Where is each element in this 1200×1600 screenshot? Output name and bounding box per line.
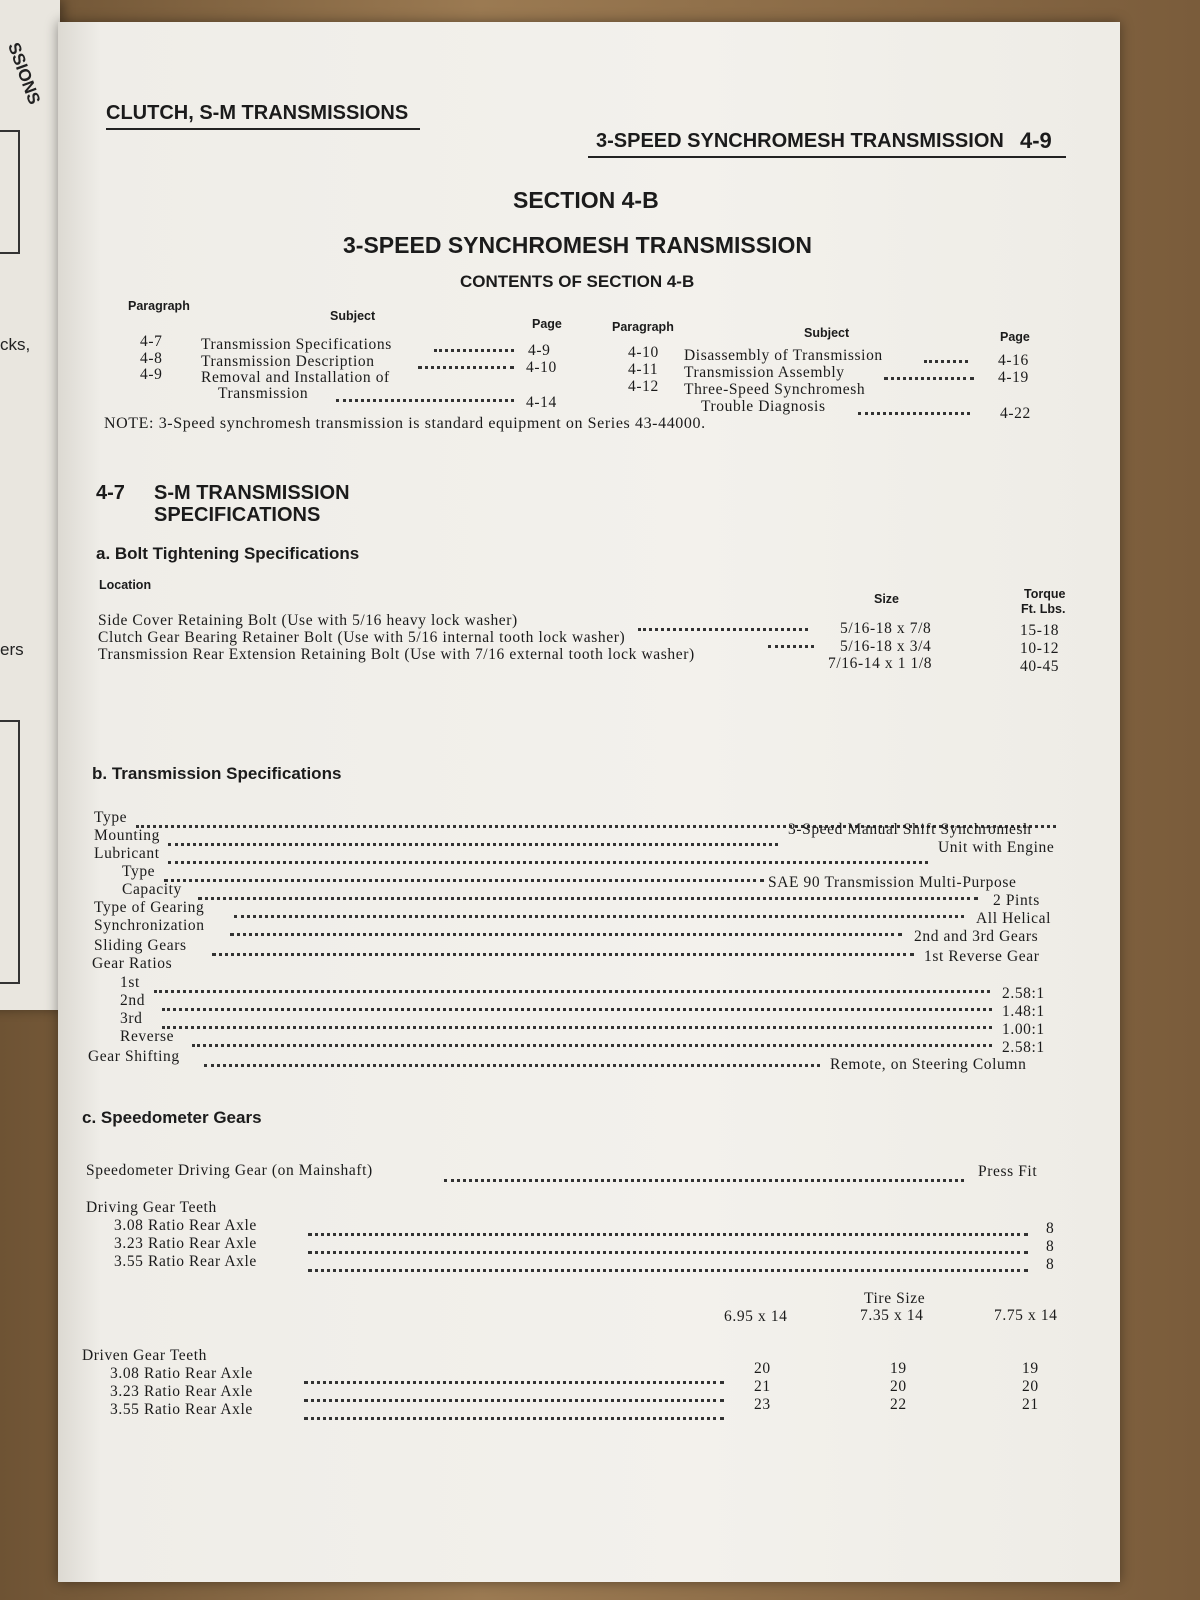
- driven-row-value: 19: [890, 1360, 907, 1377]
- contents-header-subject: Subject: [330, 309, 376, 323]
- trans-value: Unit with Engine: [938, 839, 1055, 856]
- bolt-row-size: 7/16-14 x 1 1/8: [828, 655, 933, 672]
- leader-dots: [304, 1381, 724, 1384]
- tire-size: 6.95 x 14: [724, 1308, 788, 1325]
- contents-para: 4-7: [140, 333, 163, 350]
- contents-para: 4-10: [628, 344, 659, 361]
- leader-dots: [192, 1044, 992, 1047]
- trans-label: Sliding Gears: [94, 937, 187, 954]
- contents-subject: Disassembly of Transmission: [684, 347, 883, 364]
- leader-dots: [444, 1179, 964, 1182]
- driving-row-label: 3.08 Ratio Rear Axle: [114, 1217, 257, 1234]
- specs-heading-number: 4-7: [96, 482, 125, 504]
- bolt-row-location: Transmission Rear Extension Retaining Bolt (Use with 7/16 external tooth lock washer): [98, 646, 695, 663]
- driven-row-label: 3.08 Ratio Rear Axle: [110, 1365, 253, 1382]
- contents-subject: Three-Speed Synchromesh: [684, 381, 866, 398]
- contents-title: CONTENTS OF SECTION 4-B: [460, 272, 695, 291]
- header-rule: [588, 156, 1066, 158]
- speedo-driving-gear-label: Speedometer Driving Gear (on Mainshaft): [86, 1162, 373, 1179]
- trans-label: Type: [122, 863, 156, 880]
- contents-subject: Transmission Specifications: [201, 336, 392, 353]
- bolt-row-location: Side Cover Retaining Bolt (Use with 5/16 heavy lock washer): [98, 612, 518, 629]
- left-page-box: [0, 130, 20, 254]
- contents-page: 4-22: [1000, 405, 1031, 422]
- driven-row-value: 20: [890, 1378, 907, 1395]
- trans-label: Reverse: [120, 1028, 175, 1045]
- leader-dots: [638, 628, 808, 631]
- driving-row-label: 3.23 Ratio Rear Axle: [114, 1235, 257, 1252]
- driving-row-value: 8: [1046, 1256, 1055, 1273]
- contents-page: 4-9: [528, 342, 551, 359]
- header-rule: [106, 128, 420, 130]
- leader-dots: [212, 953, 914, 956]
- contents-subject: Transmission Assembly: [684, 364, 845, 381]
- left-page-fragment: ers: [0, 640, 24, 659]
- left-page-fragment: SSIONS: [4, 40, 44, 107]
- driven-row-value: 20: [754, 1360, 771, 1377]
- left-page-fragment: cks,: [0, 335, 31, 354]
- leader-dots: [304, 1417, 724, 1420]
- leader-dots: [168, 861, 928, 864]
- bolt-col-torque-units: Ft. Lbs.: [1021, 602, 1066, 616]
- contents-para: 4-12: [628, 378, 659, 395]
- manual-page: [58, 22, 1120, 1582]
- contents-para: 4-11: [628, 361, 659, 378]
- leader-dots: [168, 843, 778, 846]
- driven-row-label: 3.55 Ratio Rear Axle: [110, 1401, 253, 1418]
- leader-dots: [162, 1008, 992, 1011]
- trans-value: 2.58:1: [1002, 985, 1045, 1002]
- driven-teeth-label: Driven Gear Teeth: [82, 1347, 208, 1364]
- trans-label: Mounting: [94, 827, 160, 844]
- section-label: SECTION 4-B: [513, 187, 659, 213]
- leader-dots: [308, 1233, 1028, 1236]
- trans-value: 3-Speed Manual Shift Synchromesh: [788, 821, 1032, 838]
- contents-header-paragraph: Paragraph: [128, 299, 190, 313]
- leader-dots: [308, 1251, 1028, 1254]
- bolt-col-torque: Torque: [1024, 587, 1066, 601]
- trans-value: Remote, on Steering Column: [830, 1056, 1027, 1073]
- trans-label: Lubricant: [94, 845, 160, 862]
- tire-size: 7.75 x 14: [994, 1307, 1058, 1324]
- contents-header-page: Page: [1000, 330, 1030, 344]
- trans-value: 2.58:1: [1002, 1039, 1045, 1056]
- bolt-row-torque: 15-18: [1020, 622, 1060, 639]
- driving-row-value: 8: [1046, 1220, 1055, 1237]
- left-page-edge: [0, 0, 60, 1010]
- leader-dots: [234, 915, 964, 918]
- trans-label: Capacity: [122, 881, 182, 898]
- driven-row-value: 23: [754, 1396, 771, 1413]
- driven-row-value: 22: [890, 1396, 907, 1413]
- specs-heading-line1: S-M TRANSMISSION: [154, 482, 350, 504]
- trans-label: 2nd: [120, 992, 146, 1009]
- contents-page: 4-14: [526, 394, 557, 411]
- trans-label: 3rd: [120, 1010, 143, 1027]
- page-number: 4-9: [1020, 128, 1052, 153]
- section-title: 3-SPEED SYNCHROMESH TRANSMISSION: [343, 232, 813, 258]
- trans-value: 1.48:1: [1002, 1003, 1045, 1020]
- contents-header-page: Page: [532, 317, 562, 331]
- contents-page: 4-10: [526, 359, 557, 376]
- bolt-col-size: Size: [874, 592, 900, 606]
- contents-subject: Transmission: [218, 385, 309, 402]
- leader-dots: [154, 990, 990, 993]
- header-section: 3-SPEED SYNCHROMESH TRANSMISSION: [596, 130, 1004, 152]
- contents-page: 4-19: [998, 369, 1029, 386]
- contents-para: 4-9: [140, 366, 163, 383]
- leader-dots: [304, 1399, 724, 1402]
- bolt-row-size: 5/16-18 x 7/8: [840, 620, 932, 637]
- leader-dots: [162, 1026, 992, 1029]
- header-chapter: CLUTCH, S-M TRANSMISSIONS: [106, 102, 409, 124]
- driving-row-value: 8: [1046, 1238, 1055, 1255]
- tire-size-label: Tire Size: [864, 1290, 926, 1307]
- contents-para: 4-8: [140, 350, 163, 367]
- leader-dots: [336, 399, 514, 402]
- speedo-driving-gear-value: Press Fit: [978, 1163, 1038, 1180]
- driven-row-label: 3.23 Ratio Rear Axle: [110, 1383, 253, 1400]
- bolt-heading: a. Bolt Tightening Specifications: [96, 544, 360, 563]
- driven-row-value: 19: [1022, 1360, 1039, 1377]
- leader-dots: [230, 933, 902, 936]
- contents-page: 4-16: [998, 352, 1029, 369]
- trans-heading: b. Transmission Specifications: [92, 764, 342, 783]
- leader-dots: [858, 412, 970, 415]
- trans-value: SAE 90 Transmission Multi-Purpose: [768, 874, 1017, 891]
- driven-row-value: 20: [1022, 1378, 1039, 1395]
- bolt-row-torque: 40-45: [1020, 658, 1060, 675]
- bolt-row-location: Clutch Gear Bearing Retainer Bolt (Use with 5/16 internal tooth lock washer): [98, 629, 626, 646]
- driving-teeth-label: Driving Gear Teeth: [86, 1199, 217, 1216]
- trans-label: Type: [94, 809, 128, 826]
- trans-label: 1st: [120, 974, 140, 991]
- leader-dots: [204, 1064, 820, 1067]
- driving-row-label: 3.55 Ratio Rear Axle: [114, 1253, 257, 1270]
- trans-value: 1.00:1: [1002, 1021, 1045, 1038]
- contents-subject: Transmission Description: [201, 353, 375, 370]
- driven-row-value: 21: [754, 1378, 771, 1395]
- trans-value: 1st Reverse Gear: [924, 948, 1040, 965]
- driven-row-value: 21: [1022, 1396, 1039, 1413]
- leader-dots: [418, 366, 514, 369]
- leader-dots: [198, 897, 978, 900]
- left-page-box: [0, 720, 20, 984]
- contents-subject: Trouble Diagnosis: [701, 398, 826, 415]
- tire-size: 7.35 x 14: [860, 1307, 924, 1324]
- note-text: NOTE: 3-Speed synchromesh transmission is standard equipment on Series 43-44000.: [104, 415, 706, 432]
- bolt-row-torque: 10-12: [1020, 640, 1060, 657]
- leader-dots: [164, 879, 764, 882]
- leader-dots: [768, 645, 814, 648]
- leader-dots: [924, 360, 968, 363]
- speedo-heading: c. Speedometer Gears: [82, 1108, 262, 1127]
- bolt-col-location: Location: [99, 578, 152, 592]
- trans-label: Type of Gearing: [94, 899, 205, 916]
- contents-subject: Removal and Installation of: [201, 369, 390, 386]
- trans-value: All Helical: [976, 910, 1052, 927]
- trans-label: Synchronization: [94, 917, 205, 934]
- trans-label: Gear Ratios: [92, 955, 173, 972]
- trans-value: 2nd and 3rd Gears: [914, 928, 1039, 945]
- leader-dots: [434, 349, 514, 352]
- contents-header-paragraph: Paragraph: [612, 320, 674, 334]
- leader-dots: [308, 1269, 1028, 1272]
- trans-value: 2 Pints: [993, 892, 1040, 909]
- specs-heading-line2: SPECIFICATIONS: [154, 504, 321, 526]
- trans-label: Gear Shifting: [88, 1048, 180, 1065]
- leader-dots: [884, 377, 974, 380]
- contents-header-subject: Subject: [804, 326, 850, 340]
- bolt-row-size: 5/16-18 x 3/4: [840, 638, 932, 655]
